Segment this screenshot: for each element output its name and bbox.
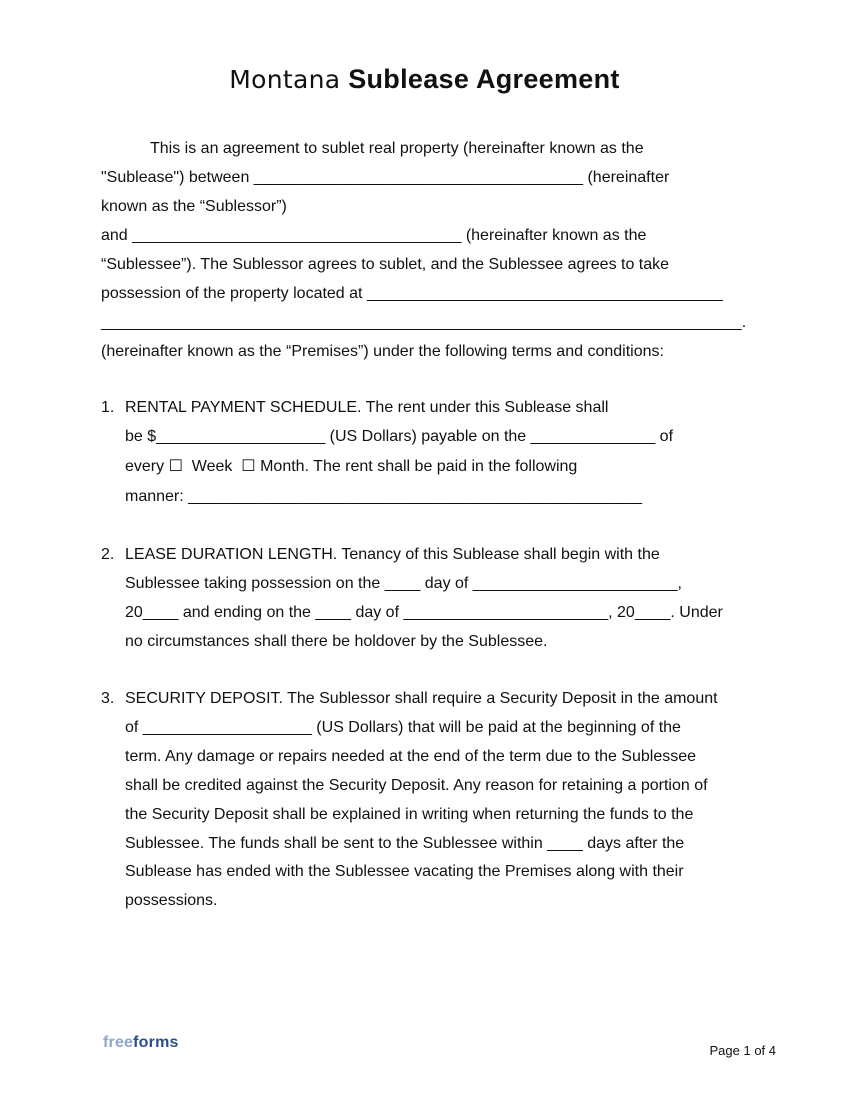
section-line: term. Any damage or repairs needed at the end of the term due to the Sublessee (125, 748, 697, 765)
title-main: Sublease Agreement (348, 64, 620, 94)
title-state: Montana (229, 65, 341, 94)
section-line: shall be credited against the Security Deposit. Any reason for retaining a portion of (125, 777, 708, 794)
freeforms-logo (103, 1034, 179, 1052)
section-number: 3. (101, 690, 115, 707)
intro-line: This is an agreement to sublet real property (hereinafter known as the (150, 140, 644, 157)
section-line: no circumstances shall there be holdover by the Sublessee. (125, 633, 548, 650)
page-number: Page 1 of 4 (709, 1043, 776, 1058)
section-line: Sublessee. The funds shall be sent to the Sublessee within ____ days after the (125, 835, 685, 852)
document-title (0, 64, 849, 95)
intro-line: (hereinafter known as the “Premises”) under the following terms and conditions: (101, 343, 664, 360)
section-line: the Security Deposit shall be explained in writing when returning the funds to the (125, 806, 694, 823)
section-line: of ___________________ (US Dollars) that will be paid at the beginning of the (125, 719, 681, 736)
section-line: LEASE DURATION LENGTH. Tenancy of this Sublease shall begin with the (125, 546, 660, 563)
intro-line: known as the “Sublessor”) (101, 198, 287, 215)
section-line: possessions. (125, 892, 218, 909)
section-line: Sublessee taking possession on the ____ day of _______________________, (125, 575, 682, 592)
section-line: SECURITY DEPOSIT. The Sublessor shall require a Security Deposit in the amount (125, 690, 718, 707)
intro-line: and _____________________________________ (hereinafter known as the (101, 227, 647, 244)
intro-line: ________________________________________________________________________. (101, 314, 747, 331)
intro-line: “Sublessee”). The Sublessor agrees to sublet, and the Sublessee agrees to take (101, 256, 670, 273)
section-line: 20____ and ending on the ____ day of _______________________, 20____. Under (125, 604, 723, 621)
section-line: RENTAL PAYMENT SCHEDULE. The rent under this Sublease shall (125, 399, 609, 416)
section-line: every ☐ Week ☐ Month. The rent shall be paid in the following (125, 458, 578, 475)
section-number: 2. (101, 546, 115, 563)
section-line: manner: ___________________________________________________ (125, 488, 642, 505)
section-line: Sublease has ended with the Sublessee vacating the Premises along with their (125, 863, 684, 880)
logo-free: free (103, 1034, 134, 1051)
section-line: be $___________________ (US Dollars) payable on the ______________ of (125, 428, 674, 445)
intro-line: "Sublease") between _____________________________________ (hereinafter (101, 169, 670, 186)
intro-line: possession of the property located at ________________________________________ (101, 285, 723, 302)
section-number: 1. (101, 399, 115, 416)
logo-forms: forms (133, 1034, 179, 1051)
